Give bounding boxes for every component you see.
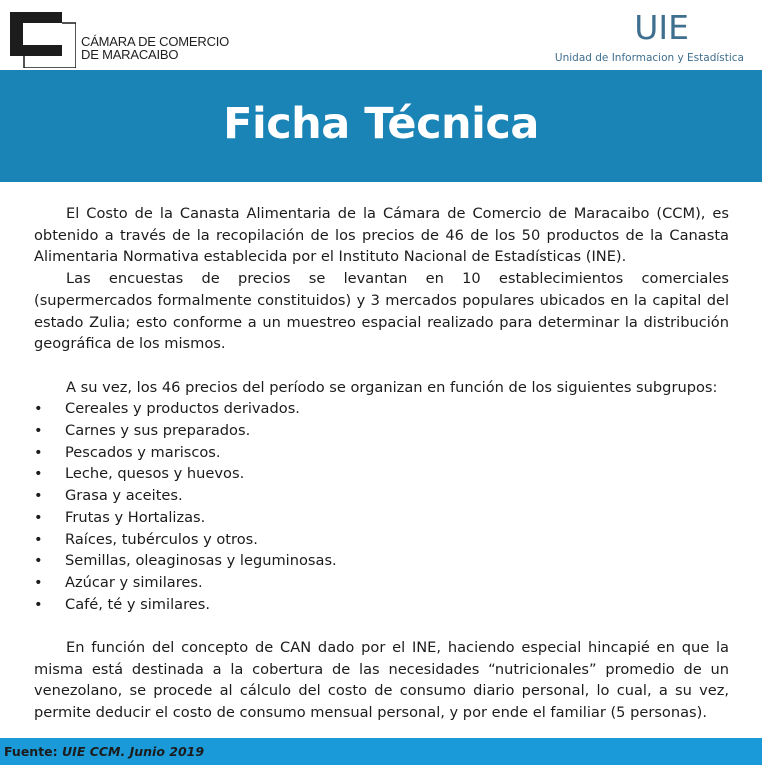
list-item-label: Café, té y similares.	[65, 595, 210, 613]
list-item-label: Grasa y aceites.	[65, 487, 183, 505]
list-item-label: Carnes y sus preparados.	[65, 422, 251, 440]
source-note	[4, 744, 204, 759]
list-intro: A su vez, los 46 precios del período se organizan en función de los siguientes subgrupos:	[66, 378, 718, 396]
bullet-icon: •	[34, 530, 43, 548]
bullet-icon: •	[34, 508, 43, 526]
list-item-label: Cereales y productos derivados.	[65, 400, 300, 418]
paragraph-methodology: En función del concepto de CAN dado por el INE, haciendo especial hincapié en que la misma está destinada a la cobertura de las necesidades “nutricionales” promedio de un venezolano, se procede al cálculo del costo de consumo diario personal, lo cual, a su vez, permite deducir el costo de consumo mensual personal, y por ende el familiar (5 personas).	[34, 639, 729, 722]
organization-name	[81, 35, 229, 61]
list-item	[34, 442, 729, 464]
bullet-icon: •	[34, 465, 43, 483]
page-title: Ficha Técnica	[223, 99, 539, 149]
list-item-label: Azúcar y similares.	[65, 573, 203, 591]
list-item	[34, 529, 729, 551]
list-item-label: Semillas, oleaginosas y leguminosas.	[65, 552, 337, 570]
ccm-logo-icon	[10, 12, 76, 68]
bullet-icon: •	[34, 400, 43, 418]
list-item	[34, 485, 729, 507]
list-item	[34, 507, 729, 529]
list-item-label: Pescados y mariscos.	[65, 443, 221, 461]
list-item	[34, 572, 729, 594]
unit-title: UIE	[634, 8, 689, 47]
bullet-icon: •	[34, 552, 43, 570]
body-content	[34, 203, 729, 724]
source-label: Fuente:	[4, 744, 58, 759]
bullet-icon: •	[34, 487, 43, 505]
page-header	[0, 0, 762, 70]
source-value: UIE CCM. Junio 2019	[62, 744, 205, 759]
bullet-icon: •	[34, 422, 43, 440]
organization-name-line2: DE MARACAIBO	[81, 47, 179, 62]
list-item	[34, 463, 729, 485]
list-item	[34, 594, 729, 616]
subgroups-list	[34, 398, 729, 615]
unit-subtitle: Unidad de Informacion y Estadística	[554, 52, 744, 64]
list-item	[34, 398, 729, 420]
organization-name-line1: CÁMARA DE COMERCIO	[81, 34, 230, 49]
paragraph-intro: El Costo de la Canasta Alimentaria de la Cámara de Comercio de Maracaibo (CCM), es obtenido a través de la recopilación de los precios de 46 de los 50 productos de la Canasta Alimentaria Normativa establecida por el Instituto Nacional de Estadísticas (INE).	[34, 205, 729, 266]
bullet-icon: •	[34, 443, 43, 461]
list-item-label: Frutas y Hortalizas.	[65, 508, 206, 526]
list-item	[34, 420, 729, 442]
source-footer	[0, 738, 762, 765]
paragraph-survey: Las encuestas de precios se levantan en 10 establecimientos comerciales (supermercados formalmente constituidos) y 3 mercados populares ubicados en la capital del estado Zulia; esto conforme a un muestreo espacial realizado para determinar la distribución geográfica de los mismos.	[34, 270, 729, 353]
bullet-icon: •	[34, 573, 43, 591]
list-item	[34, 550, 729, 572]
title-banner	[0, 70, 762, 182]
list-item-label: Leche, quesos y huevos.	[65, 465, 245, 483]
section-spacer	[34, 615, 729, 637]
bullet-icon: •	[34, 595, 43, 613]
list-item-label: Raíces, tubérculos y otros.	[65, 530, 258, 548]
